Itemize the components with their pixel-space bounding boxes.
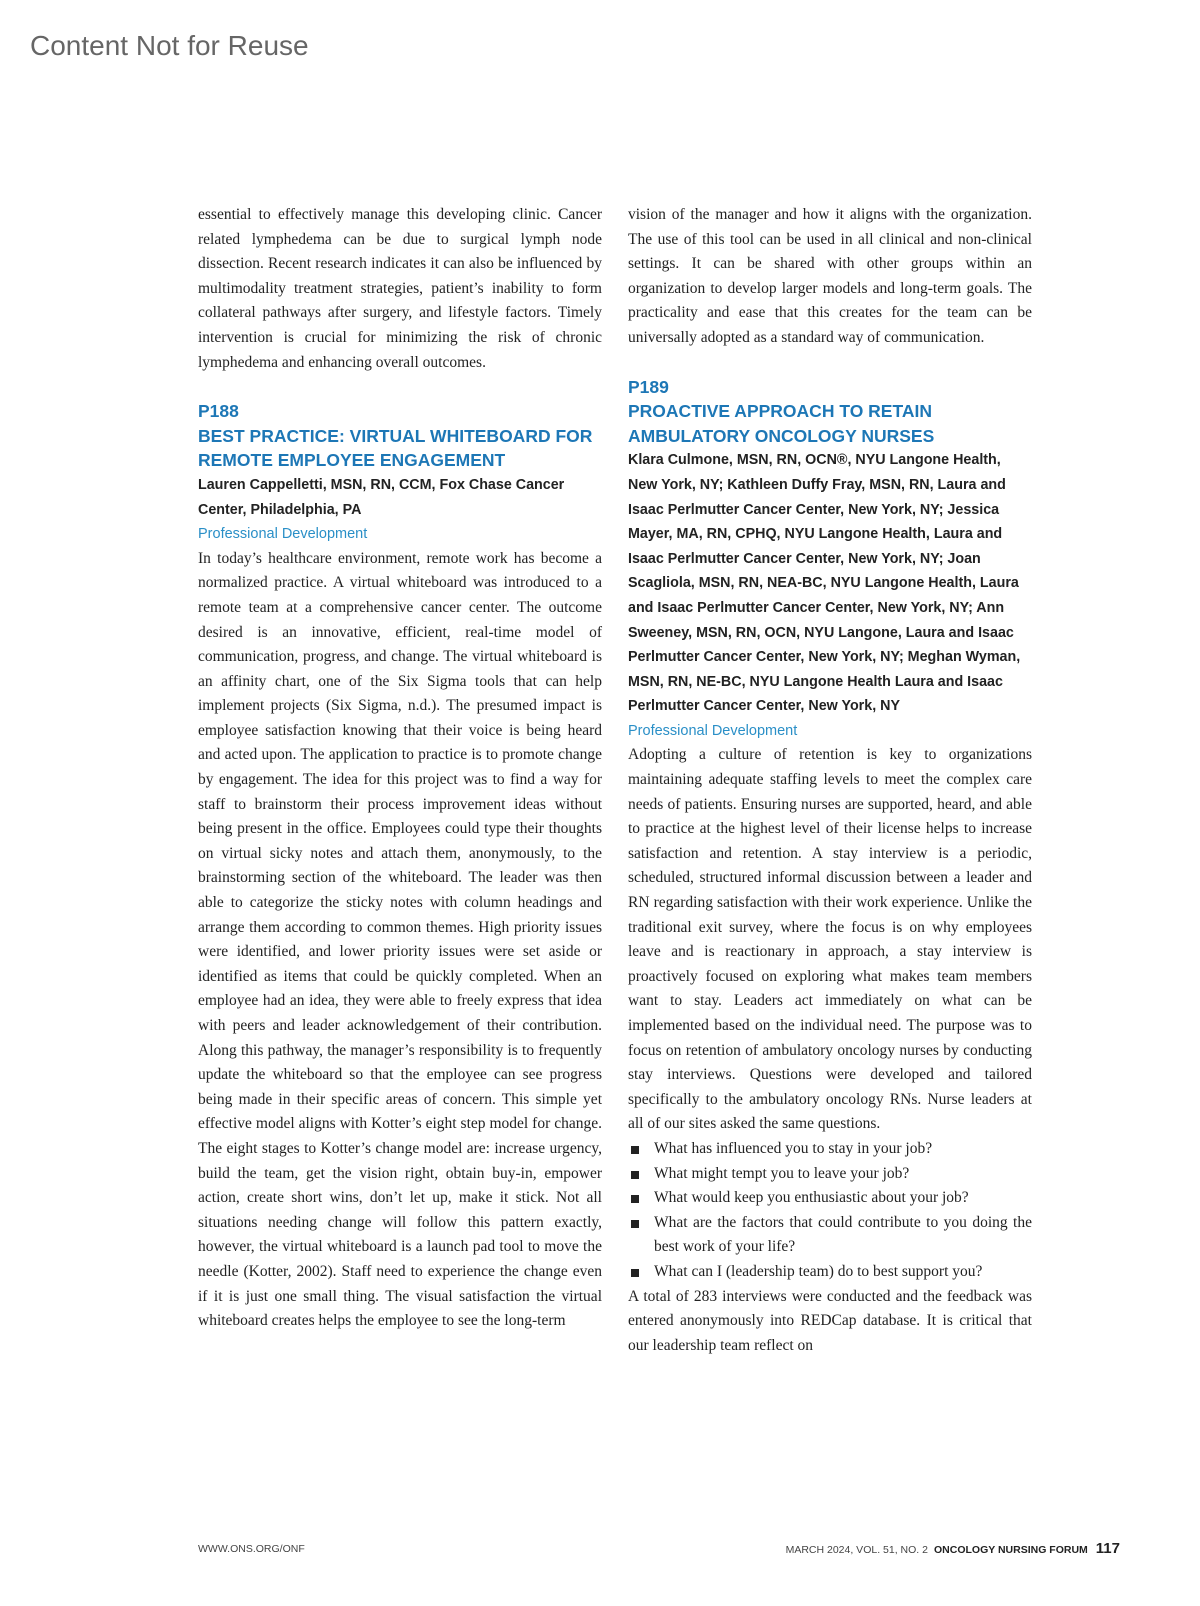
question-item: What can I (leadership team) do to best support you? [628, 1260, 1032, 1285]
abstract-id: P188 [198, 401, 239, 422]
question-item: What has influenced you to stay in your job? [628, 1137, 1032, 1162]
abstract-category: Professional Development [198, 526, 368, 543]
left-column [198, 203, 602, 1334]
abstract-authors: Lauren Cappelletti, MSN, RN, CCM, Fox Chase Cancer Center, Philadelphia, PA [198, 476, 565, 518]
abstract-title: PROACTIVE APPROACH TO RETAIN AMBULATORY ONCOLOGY NURSES [628, 401, 935, 446]
question-list [628, 1137, 1032, 1285]
footer-journal-name: ONCOLOGY NURSING FORUM [933, 1544, 1088, 1556]
abstract-authors: Klara Culmone, MSN, RN, OCN®, NYU Langone Health, New York, NY; Kathleen Duffy Fray, MSN, RN, Laura and Isaac Perlmutter Cancer Center, New York, NY; Jessica Mayer, MA, RN, CPHQ, NYU Langone Health, Laura and Isaac Perlmutter Cancer Center, New York, NY; Joan Scagliola, MSN, RN, NEA-BC, NYU Langone Health, Laura and Isaac Perlmutter Cancer Center, New York, NY; Ann Sweeney, MSN, RN, OCN, NYU Langone, Laura and Isaac Perlmutter Cancer Center, New York, NY; Meghan Wyman, MSN, RN, NE-BC, NYU Langone Health Laura and Isaac Perlmutter Cancer Center, New York, NY [628, 452, 1021, 715]
watermark: Content Not for Reuse [30, 30, 309, 61]
footer-website: WWW.ONS.ORG/ONF [198, 1543, 305, 1555]
abstract-category: Professional Development [628, 722, 798, 739]
abstract-body: In today’s healthcare environment, remote work has become a normalized practice. A virtual whiteboard was introduced to a remote team at a comprehensive cancer center. The outcome desired is an innovative, efficient, real-time model of communication, progress, and change. The virtual whiteboard is an affinity chart, one of the Six Sigma tools that can help implement projects (Six Sigma, n.d.). The presumed impact is employee satisfaction knowing that their voice is being heard and acted upon. The application to practice is to promote change by engagement. The idea for this project was to find a way for staff to brainstorm their process improvement ideas without being present in the office. Employees could type their thoughts on virtual sicky notes and attach them, anonymously, to the brainstorming section of the whiteboard. The leader was then able to categorize the sticky notes with column headings and arrange them according to common themes. High priority issues were identified, and lower priority issues were set aside or identified as items that could be quickly completed. When an employee had an idea, they were able to freely express that idea with peers and leader acknowledgement of their contribution. Along this pathway, the manager’s responsibility is to frequently update the whiteboard so that the employee can see progress being made in their specific areas of concern. This simple yet effective model aligns with Kotter’s eight step model for change. The eight stages to Kotter’s change model are: increase urgency, build the team, get the vision right, obtain buy-in, empower action, create short wins, don’t let up, make it stick. Not all situations needing change will follow this pattern exactly, however, the virtual whiteboard is a launch pad tool to move the needle (Kotter, 2002). Staff need to experience the change even if it is just one small thing. The visual satisfaction the virtual whiteboard creates helps the employee to see the long-term [198, 549, 602, 1330]
question-item: What would keep you enthusiastic about your job? [628, 1186, 1032, 1211]
abstract-id: P189 [628, 376, 669, 397]
question-item: What might tempt you to leave your job? [628, 1162, 1032, 1187]
abstract-title: BEST PRACTICE: VIRTUAL WHITEBOARD FOR REMOTE EMPLOYEE ENGAGEMENT [198, 425, 593, 471]
closing-paragraph: A total of 283 interviews were conducted and the feedback was entered anonymously into REDCap database. It is critical that our leadership team reflect on [628, 1287, 1032, 1354]
continued-paragraph: vision of the manager and how it aligns with the organization. The use of this tool can be used in all clinical and non-clinical settings. It can be shared with other groups within an organization to develop larger models and long-term goals. The practicality and ease that this creates for the team can be universally adopted as a standard way of communication. [628, 206, 1032, 346]
footer-issue: MARCH 2024, VOL. 51, NO. 2 [785, 1544, 928, 1556]
footer-issue-info [786, 1541, 1120, 1558]
right-column [628, 203, 1032, 1358]
abstract-body: Adopting a culture of retention is key to organizations maintaining adequate staffing levels to meet the complex care needs of patients. Ensuring nurses are supported, heard, and able to practice at the highest level of their license helps to increase satisfaction and retention. A stay interview is a periodic, scheduled, structured informal discussion between a leader and RN regarding satisfaction with their work experience. Unlike the traditional exit survey, where the focus is on why employees leave and is reactionary in approach, a stay interview is proactively focused on exploring what makes team members want to stay. Leaders act immediately on what can be implemented based on the individual need. The purpose was to focus on retention of ambulatory oncology nurses by conducting stay interviews. Questions were developed and tailored specifically to the ambulatory oncology RNs. Nurse leaders at all of our sites asked the same questions. [628, 746, 1032, 1133]
page-number: 117 [1095, 1540, 1120, 1557]
continued-paragraph: essential to effectively manage this developing clinic. Cancer related lymphedema can be due to surgical lymph node dissection. Recent research indicates it can also be influenced by multimodality treatment strategies, patient’s inability to form collateral pathways after surgery, and lifestyle factors. Timely intervention is crucial for minimizing the risk of chronic lymphedema and enhancing overall outcomes. [198, 206, 602, 371]
question-item: What are the factors that could contribute to you doing the best work of your life? [628, 1211, 1032, 1260]
